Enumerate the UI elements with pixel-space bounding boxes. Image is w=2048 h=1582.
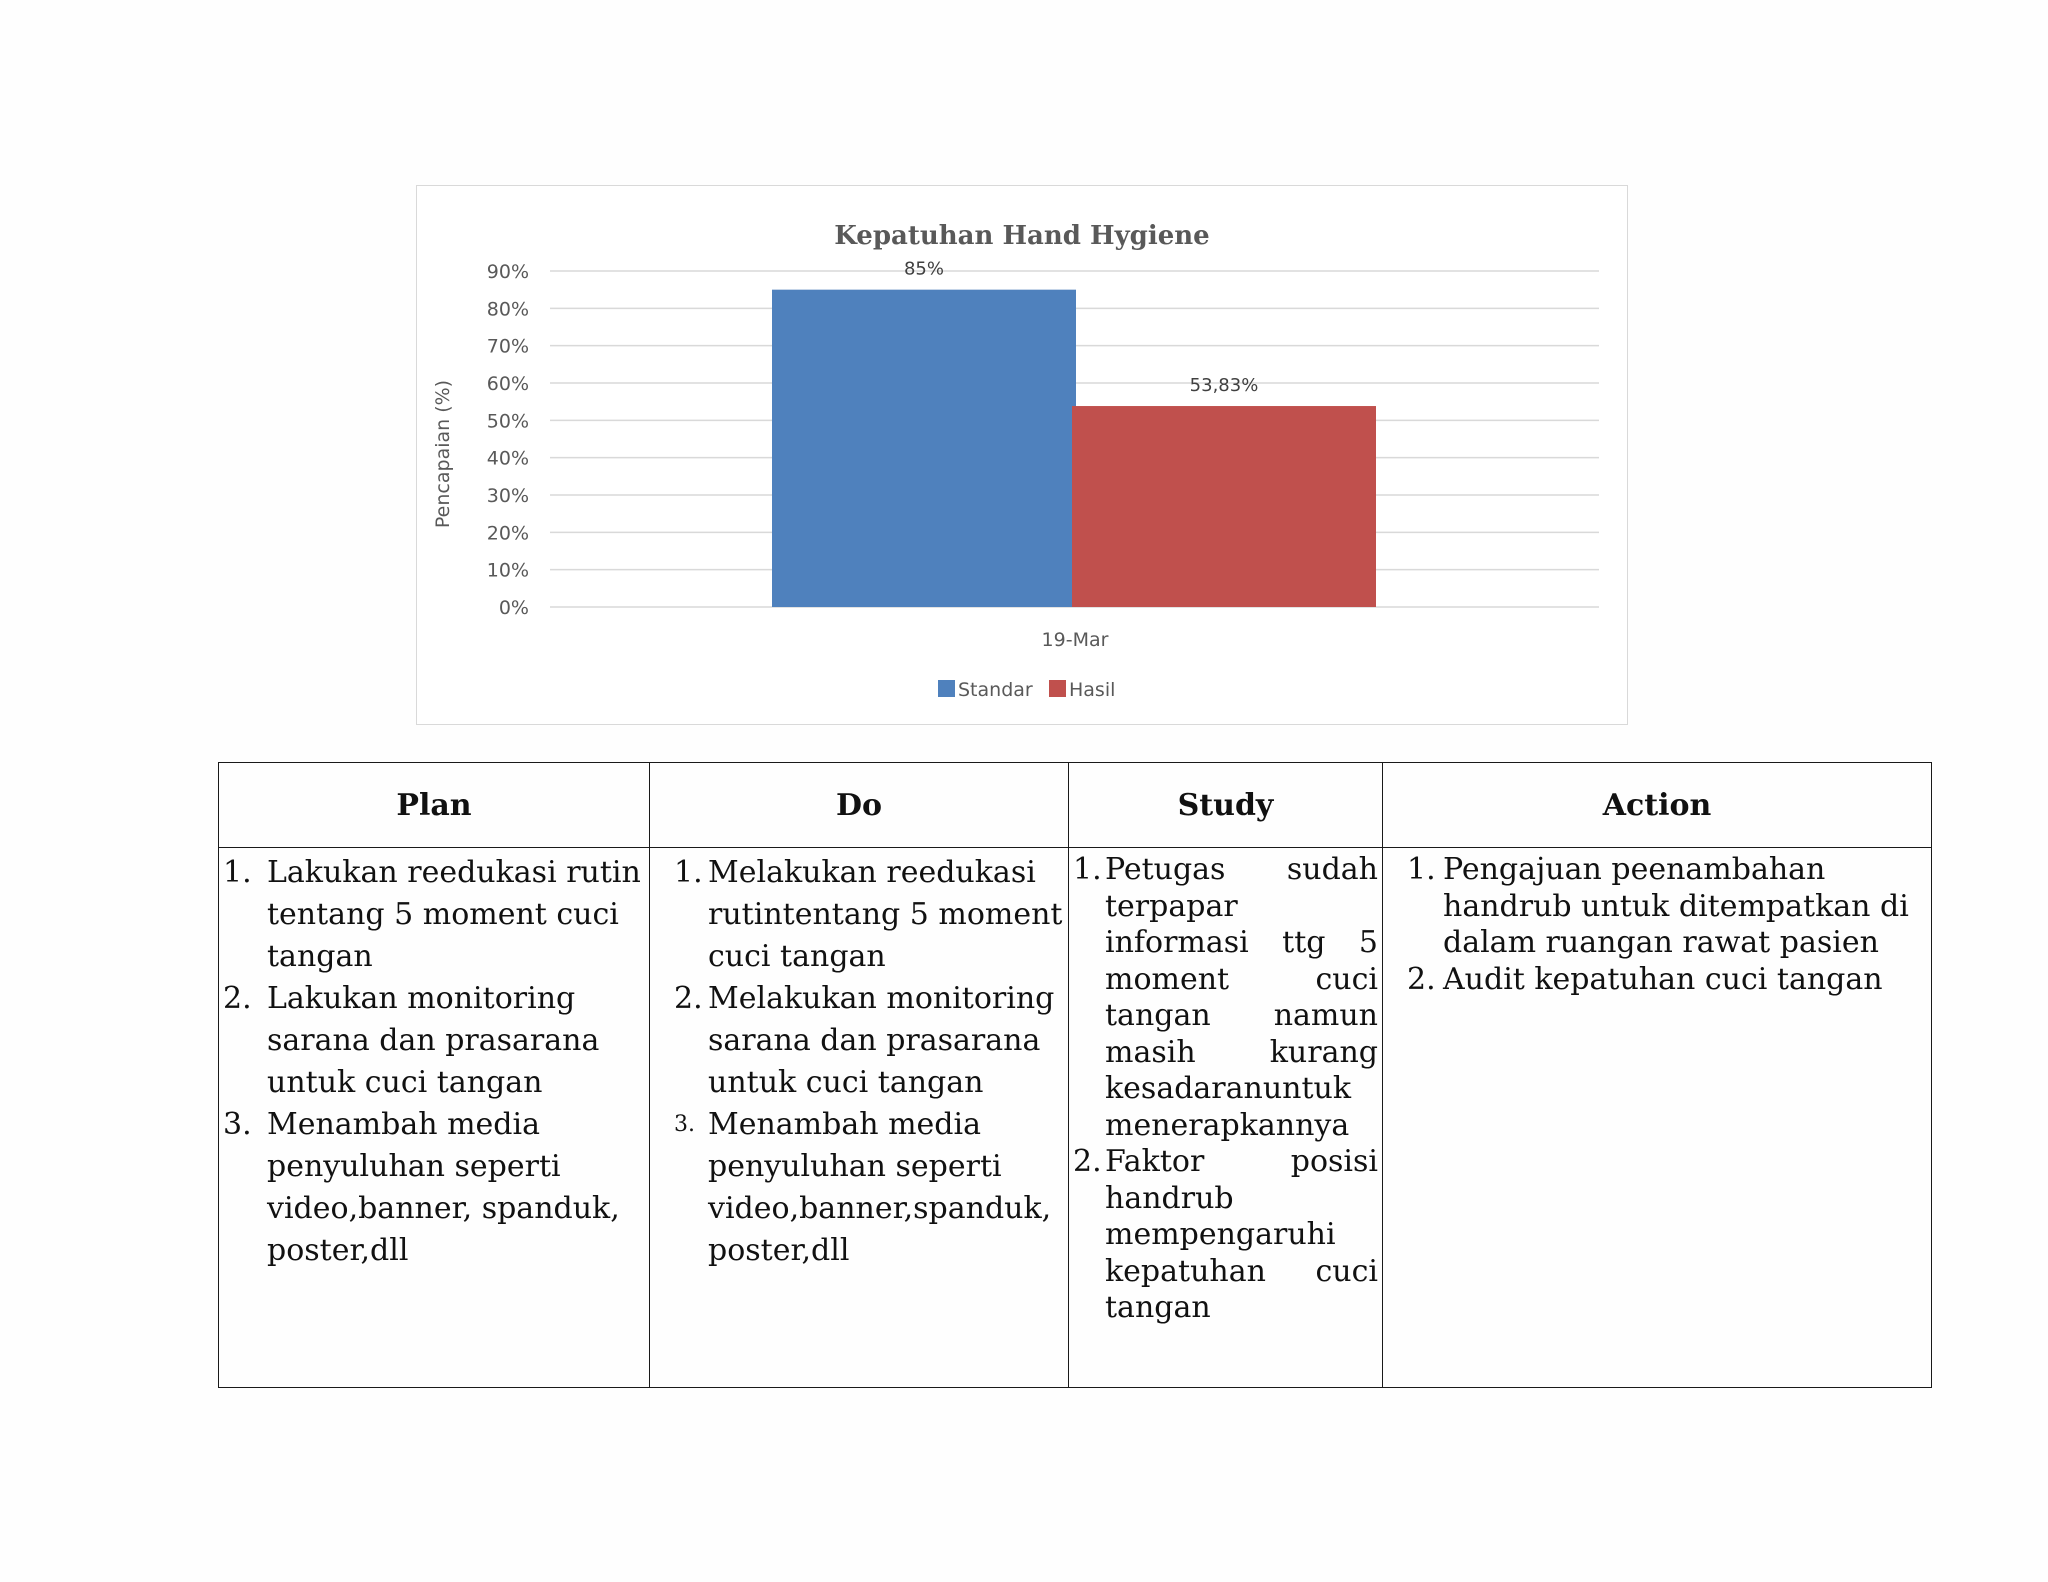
action-cell	[1383, 848, 1932, 1388]
bar-standar	[772, 290, 1076, 607]
y-tick-label: 30%	[486, 485, 529, 507]
plan-item: 3. Menambah media penyuluhan seperti video,banner, spanduk, poster,dll	[223, 1107, 620, 1268]
y-tick-label: 90%	[486, 261, 529, 283]
header-action: Action	[1383, 763, 1932, 848]
y-tick-label: 70%	[486, 335, 529, 358]
y-tick-label: 0%	[498, 597, 529, 619]
y-tick-label: 80%	[486, 298, 529, 321]
header-study: Study	[1069, 763, 1383, 848]
do-item: 2. Melakukan monitoring sarana dan prasarana untuk cuci tangan	[674, 981, 1055, 1100]
study-item: 1. Petugas sudah terpapar informasi ttg 5 moment cuci tangan namun masih kurang kesadaranuntuk menerapkannya	[1073, 852, 1378, 1143]
y-axis-label: Pencapaian (%)	[432, 379, 454, 529]
y-tick-label: 50%	[486, 410, 529, 433]
study-item: 2. Faktor posisi handrub mempengaruhi kepatuhan cuci tangan	[1073, 1144, 1378, 1325]
chart-legend	[938, 679, 1115, 701]
action-item: 1. Pengajuan peenambahan handrub untuk ditempatkan di dalam ruangan rawat pasien	[1407, 852, 1909, 960]
data-label-hasil: 53,83%	[1189, 375, 1259, 397]
legend-swatch-hasil	[1049, 680, 1066, 697]
do-item: 1. Melakukan reedukasi rutintentang 5 moment cuci tangan	[674, 855, 1063, 974]
bar-hasil	[1072, 406, 1376, 607]
plan-cell	[219, 848, 650, 1388]
y-tick-label: 40%	[486, 447, 529, 470]
chart-container	[416, 185, 1628, 725]
legend-swatch-standar	[938, 680, 955, 697]
x-tick-label: 19-Mar	[1041, 629, 1109, 651]
table-header-row	[219, 763, 1932, 848]
y-tick-label: 60%	[486, 373, 529, 395]
plan-item: 2. Lakukan monitoring sarana dan prasarana untuk cuci tangan	[223, 981, 600, 1100]
legend-label-standar: Standar	[958, 679, 1033, 701]
header-plan: Plan	[219, 763, 650, 848]
bar-chart	[417, 186, 1629, 726]
header-do: Do	[650, 763, 1069, 848]
table-row	[219, 848, 1932, 1388]
data-label-standar: 85%	[903, 258, 945, 280]
y-tick-label: 10%	[486, 559, 529, 582]
pdsa-table	[218, 762, 1932, 1388]
chart-title: Kepatuhan Hand Hygiene	[834, 221, 1210, 251]
y-tick-label: 20%	[486, 522, 529, 545]
legend-label-hasil: Hasil	[1069, 679, 1116, 701]
study-cell	[1069, 848, 1383, 1388]
do-item: 3. Menambah media penyuluhan seperti video,banner,spanduk, poster,dll	[674, 1107, 1052, 1268]
do-cell	[650, 848, 1069, 1388]
plan-item: 1. Lakukan reedukasi rutin tentang 5 moment cuci tangan	[223, 855, 641, 974]
action-item: 2. Audit kepatuhan cuci tangan	[1407, 961, 1883, 997]
